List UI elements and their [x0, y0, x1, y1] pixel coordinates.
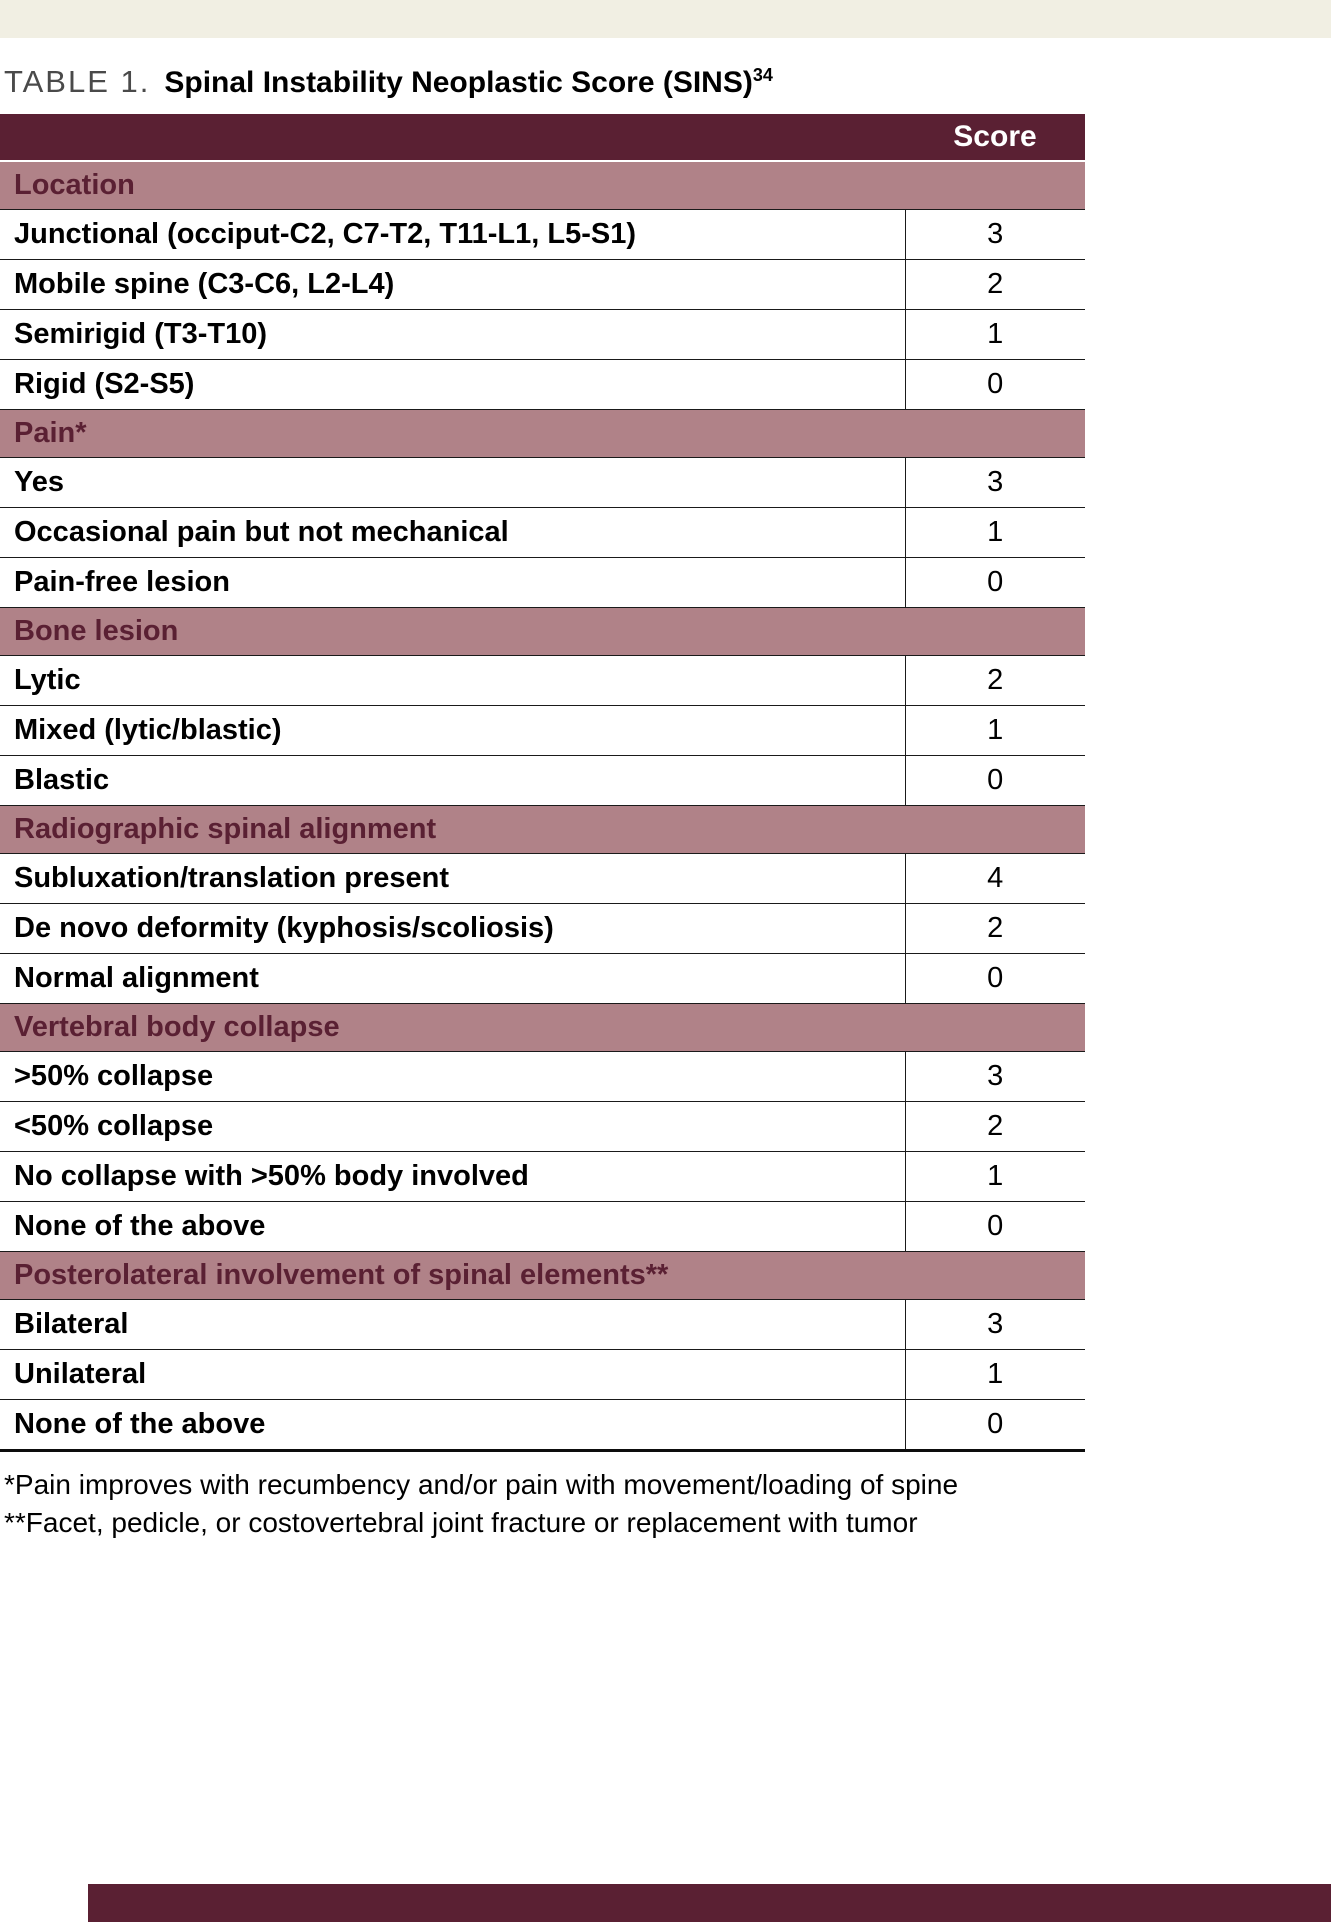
table-row [0, 954, 1085, 1004]
sins-table [0, 114, 1085, 1452]
table-number-label: TABLE 1. [4, 64, 151, 99]
row-score: 2 [905, 904, 1085, 954]
row-score: 0 [905, 1400, 1085, 1451]
table-row [0, 756, 1085, 806]
section-header-label: Pain* [0, 410, 1085, 458]
row-score: 0 [905, 756, 1085, 806]
row-score: 3 [905, 1300, 1085, 1350]
table-row [0, 210, 1085, 260]
row-label: No collapse with >50% body involved [0, 1152, 905, 1202]
table-title-citation: 34 [752, 65, 773, 85]
row-score: 4 [905, 854, 1085, 904]
row-label: Mobile spine (C3-C6, L2-L4) [0, 260, 905, 310]
row-score: 1 [905, 706, 1085, 756]
table-row [0, 1052, 1085, 1102]
row-label: Semirigid (T3-T10) [0, 310, 905, 360]
row-score: 1 [905, 310, 1085, 360]
table-title [164, 66, 773, 99]
row-label: Rigid (S2-S5) [0, 360, 905, 410]
table-body [0, 114, 1085, 1451]
top-cream-band [0, 0, 1331, 38]
section-header-label: Radiographic spinal alignment [0, 806, 1085, 854]
table-title-text: Spinal Instability Neoplastic Score (SINS) [164, 66, 753, 99]
row-label: Occasional pain but not mechanical [0, 508, 905, 558]
table-row [0, 854, 1085, 904]
row-label: Yes [0, 458, 905, 508]
section-header-label: Posterolateral involvement of spinal elements** [0, 1252, 1085, 1300]
row-score: 3 [905, 1052, 1085, 1102]
row-score: 1 [905, 1350, 1085, 1400]
table-row [0, 1202, 1085, 1252]
section-header-label: Vertebral body collapse [0, 1004, 1085, 1052]
row-score: 3 [905, 458, 1085, 508]
row-label: Junctional (occiput-C2, C7-T2, T11-L1, L5-S1) [0, 210, 905, 260]
row-label: Mixed (lytic/blastic) [0, 706, 905, 756]
table-row [0, 904, 1085, 954]
row-label: None of the above [0, 1202, 905, 1252]
row-label: None of the above [0, 1400, 905, 1451]
row-score: 1 [905, 1152, 1085, 1202]
row-label: Unilateral [0, 1350, 905, 1400]
bottom-maroon-band [88, 1884, 1331, 1922]
table-row [0, 458, 1085, 508]
row-score: 1 [905, 508, 1085, 558]
table-caption [4, 64, 1331, 100]
section-header-label: Bone lesion [0, 608, 1085, 656]
row-score: 0 [905, 360, 1085, 410]
section-header-row [0, 608, 1085, 656]
table-row [0, 508, 1085, 558]
section-header-row [0, 1004, 1085, 1052]
row-label: Lytic [0, 656, 905, 706]
table-row [0, 656, 1085, 706]
section-header-row [0, 806, 1085, 854]
section-header-row [0, 161, 1085, 210]
table-row [0, 310, 1085, 360]
row-label: Subluxation/translation present [0, 854, 905, 904]
score-column-header: Score [905, 114, 1085, 161]
row-label: <50% collapse [0, 1102, 905, 1152]
footnote-pain: *Pain improves with recumbency and/or pain with movement/loading of spine [4, 1469, 959, 1500]
row-label: Bilateral [0, 1300, 905, 1350]
table-row [0, 1300, 1085, 1350]
footnote-facet: **Facet, pedicle, or costovertebral joint fracture or replacement with tumor [4, 1507, 918, 1539]
section-header-row [0, 410, 1085, 458]
row-score: 2 [905, 1102, 1085, 1152]
row-label: Blastic [0, 756, 905, 806]
table-row [0, 1102, 1085, 1152]
table-row [0, 1350, 1085, 1400]
row-label: Pain-free lesion [0, 558, 905, 608]
row-score: 2 [905, 656, 1085, 706]
row-label: De novo deformity (kyphosis/scoliosis) [0, 904, 905, 954]
row-score: 0 [905, 1202, 1085, 1252]
section-header-label: Location [0, 161, 1085, 210]
section-header-row [0, 1252, 1085, 1300]
table-row [0, 260, 1085, 310]
score-header-row [0, 114, 1085, 161]
table-row [0, 558, 1085, 608]
row-score: 3 [905, 210, 1085, 260]
row-label: >50% collapse [0, 1052, 905, 1102]
row-label: Normal alignment [0, 954, 905, 1004]
table-row [0, 360, 1085, 410]
table-row [0, 1400, 1085, 1451]
row-score: 0 [905, 558, 1085, 608]
table-row [0, 706, 1085, 756]
footnotes [4, 1466, 1331, 1542]
row-score: 0 [905, 954, 1085, 1004]
table-row [0, 1152, 1085, 1202]
row-score: 2 [905, 260, 1085, 310]
score-header-spacer [0, 114, 905, 161]
